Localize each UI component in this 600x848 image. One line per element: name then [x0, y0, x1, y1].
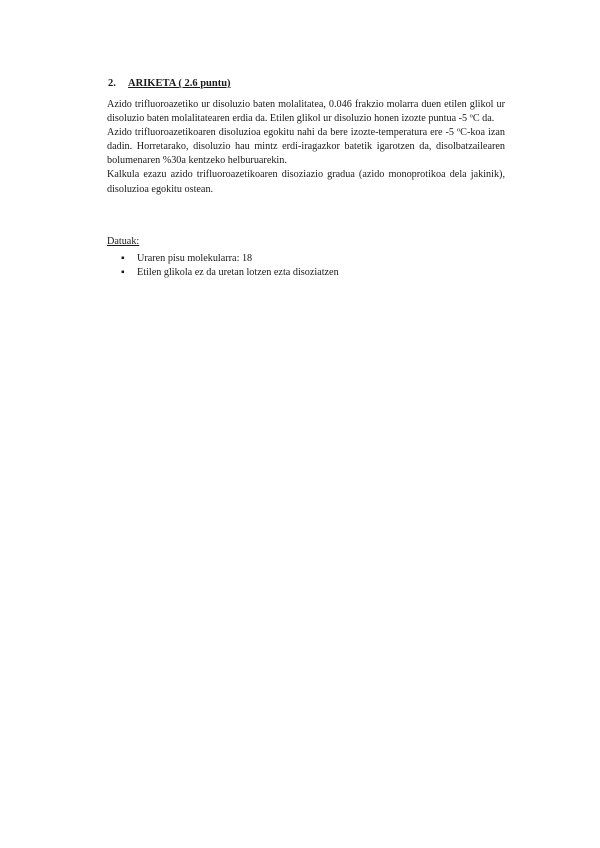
list-item: [121, 252, 339, 266]
problem-heading: [108, 78, 231, 89]
bullet-icon: ▪: [121, 253, 125, 264]
problem-title: ARIKETA ( 2.6 puntu): [128, 78, 231, 89]
list-item: [121, 266, 339, 280]
list-item-text: Etilen glikola ez da uretan lotzen ezta disoziatzen: [137, 267, 339, 279]
data-section-label: Datuak:: [107, 236, 140, 247]
data-list: [121, 252, 339, 280]
problem-paragraph: Azido trifluoroazetikoaren disoluzioa egokitu nahi da bere izozte-temperatura ere -5 ºC-koa izan dadin. Horretarako, disoluzio hau mintz erdi-iragazkor batetik igarotzen da, disolbatzailearen bolumenaren %30a kentzeko helburuarekin.: [107, 127, 505, 167]
list-item-text: Uraren pisu molekularra: 18: [137, 253, 253, 264]
problem-paragraph: Kalkula ezazu azido trifluoroazetikoaren disoziazio gradua (azido monoprotikoa dela jakinik), disoluzioa egokitu ostean.: [107, 169, 505, 195]
problem-statement: [107, 98, 505, 197]
problem-paragraph: Azido trifluoroazetiko ur disoluzio baten molalitatea, 0.046 frakzio molarra duen etilen glikol ur disoluzio baten molalitatearen erdia da. Etilen glikol ur disoluzio honen izozte puntua -5 ºC da.: [107, 99, 505, 125]
bullet-icon: ▪: [121, 267, 125, 279]
problem-number: 2.: [108, 78, 116, 89]
